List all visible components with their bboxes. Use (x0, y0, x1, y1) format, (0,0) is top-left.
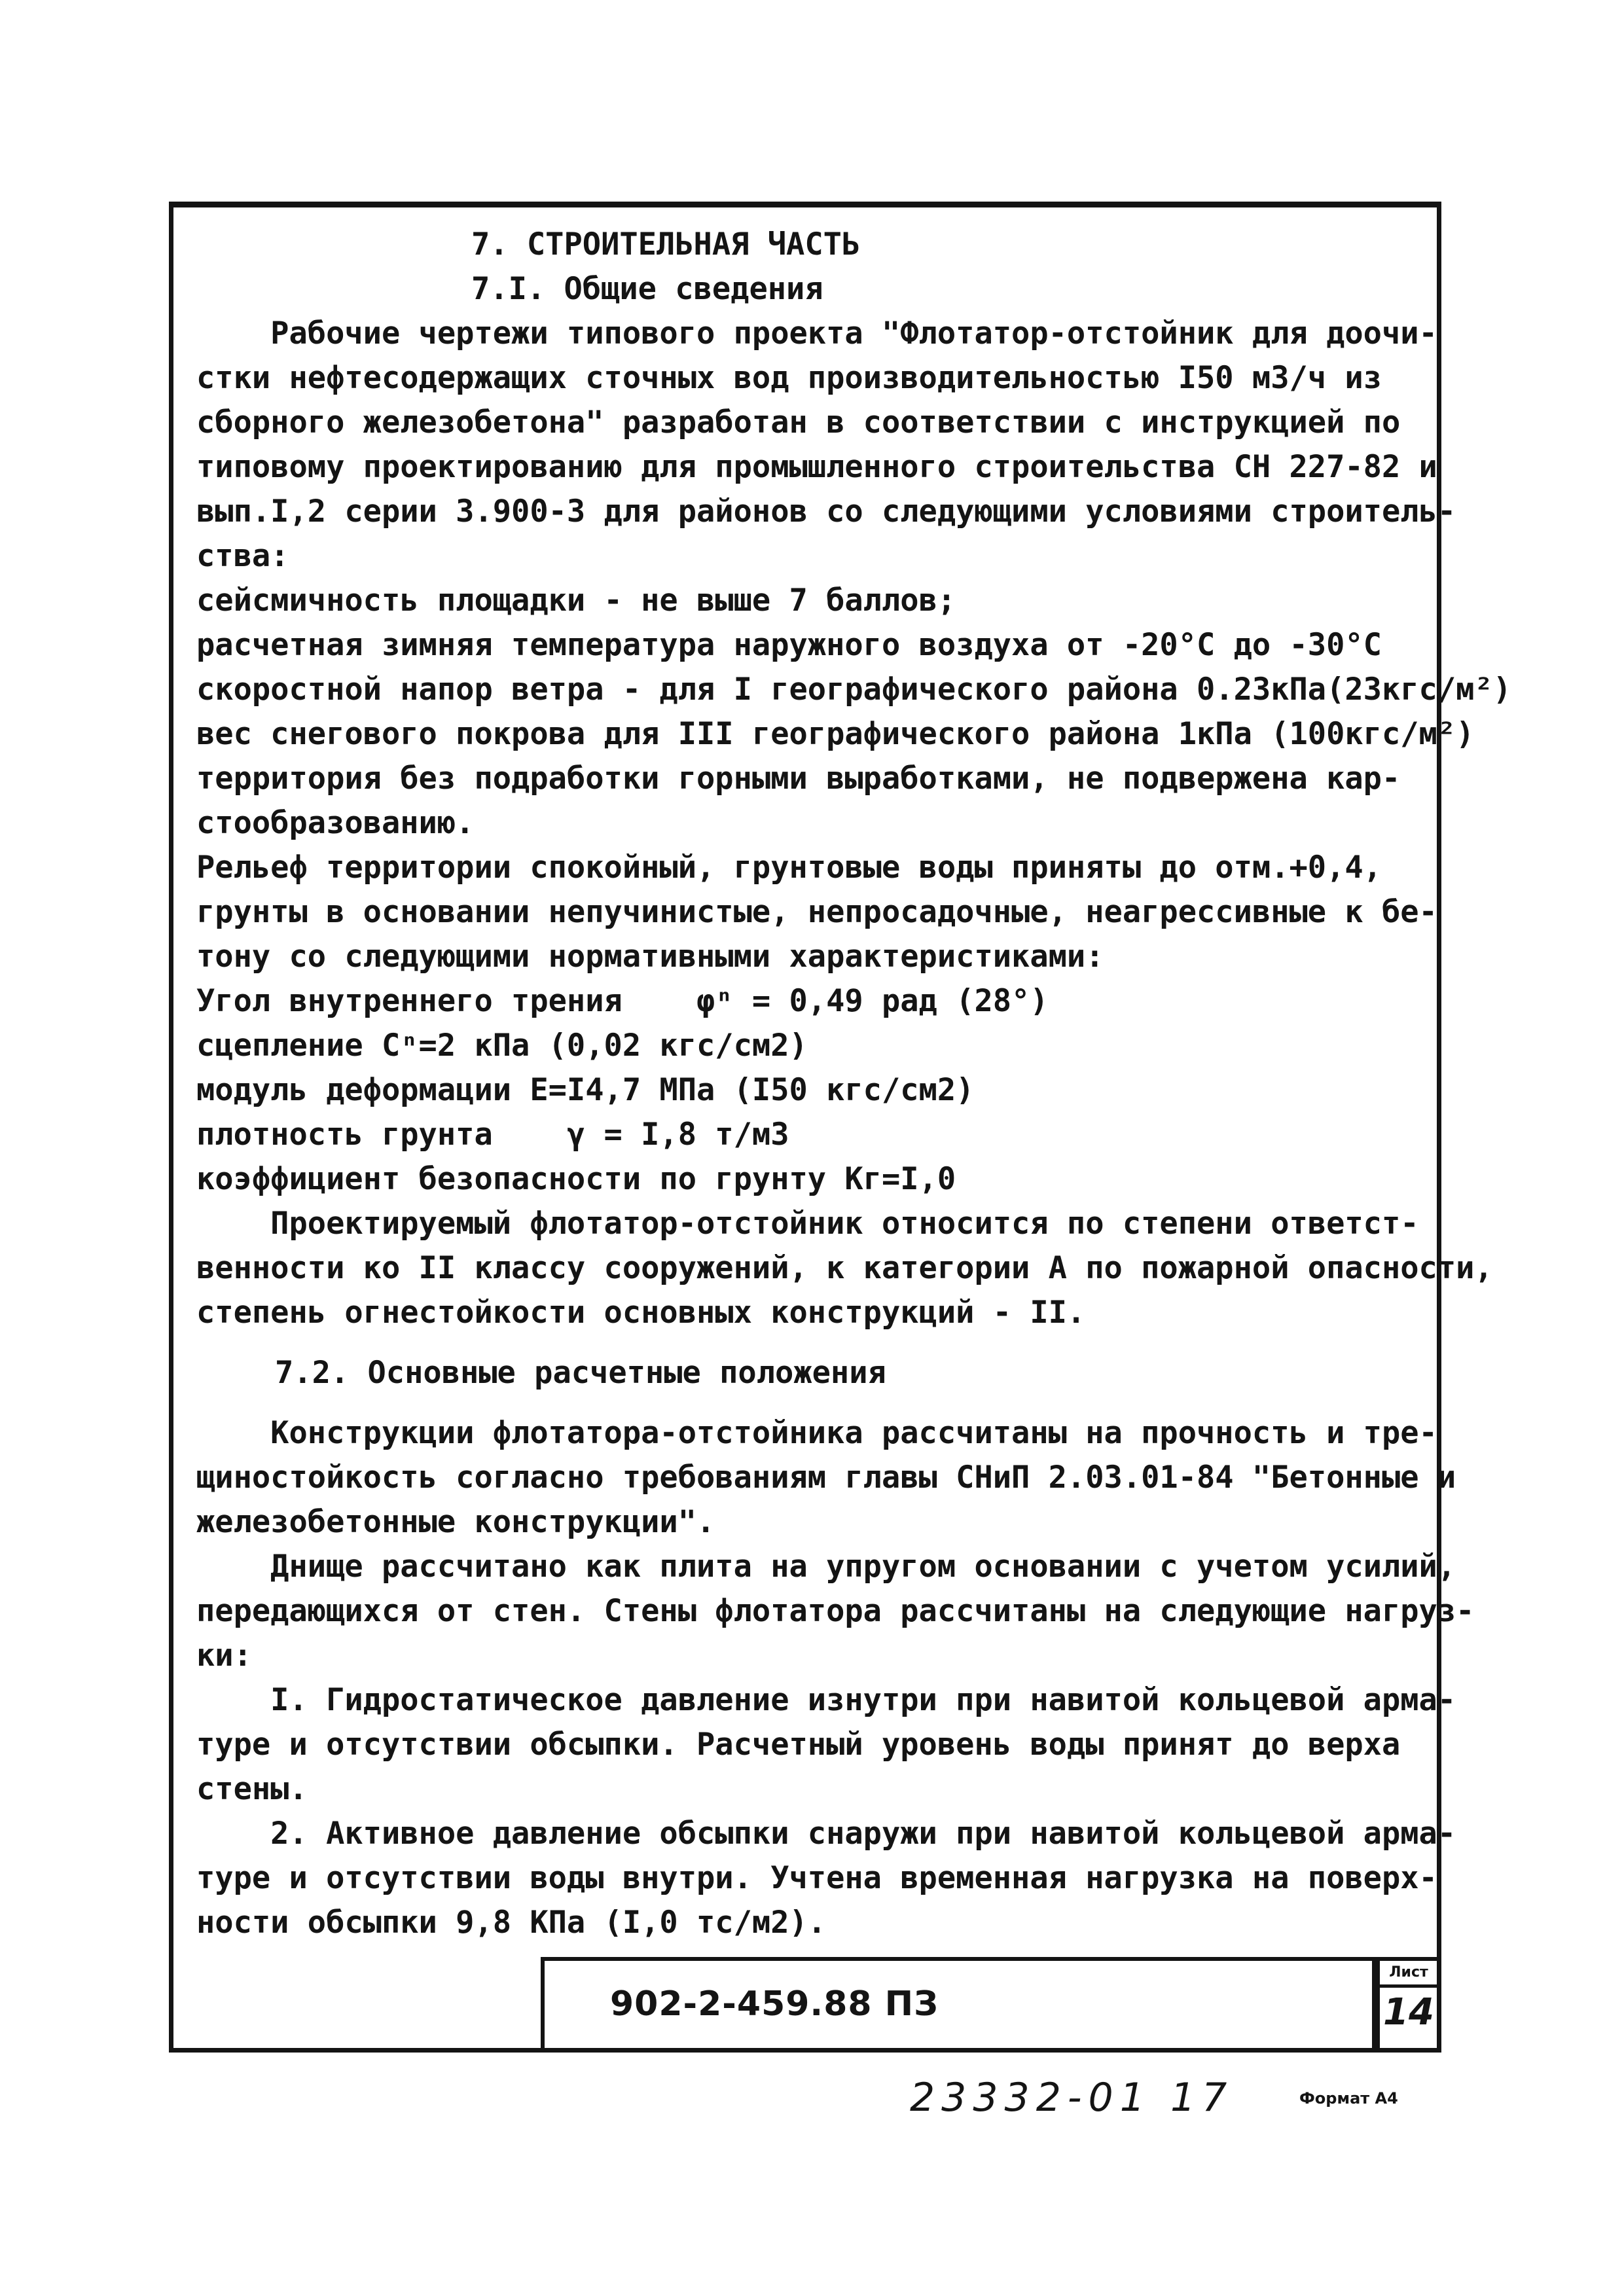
text-line: передающихся от стен. Стены флотатора рассчитаны на следующие нагруз- (196, 1593, 1475, 1629)
text-line: Угол внутреннего трения φⁿ = 0,49 рад (28°) (196, 983, 1049, 1019)
text-line: стены. (196, 1771, 308, 1807)
subsection-2-title: 7.2. Основные расчетные положения (275, 1355, 886, 1391)
title-block-stamp (541, 1957, 1376, 2053)
text-line: сцепление Cⁿ=2 кПа (0,02 кгс/см2) (196, 1028, 808, 1064)
text-line: вес снегового покрова для III географического района 1кПа (100кгс/м²) (196, 716, 1475, 752)
text-line: плотность грунта γ = I,8 т/м3 (196, 1117, 789, 1153)
text-line: 2. Активное давление обсыпки снаружи при навитой кольцевой арма- (196, 1816, 1456, 1852)
text-line: железобетонные конструкции". (196, 1504, 715, 1540)
text-line: коэффициент безопасности по грунту Кг=I,0 (196, 1161, 956, 1197)
text-line: венности ко II классу сооружений, к категории А по пожарной опасности, (196, 1250, 1493, 1286)
text-line: стки нефтесодержащих сточных вод производительностью I50 м3/ч из (196, 360, 1382, 396)
text-line: расчетная зимняя температура наружного воздуха от -20°С до -30°С (196, 627, 1382, 663)
text-line: степень огнестойкости основных конструкций - II. (196, 1295, 1086, 1331)
text-line: Проектируемый флотатор-отстойник относится по степени ответст- (196, 1206, 1419, 1242)
text-line: ства: (196, 538, 289, 574)
document-code: 902-2-459.88 ПЗ (610, 1984, 939, 2024)
text-line: ки: (196, 1638, 252, 1674)
section-title: 7. СТРОИТЕЛЬНАЯ ЧАСТЬ (471, 226, 861, 262)
sheet-box (1376, 1957, 1441, 2053)
text-line: Рельеф территории спокойный, грунтовые воды приняты до отм.+0,4, (196, 850, 1382, 886)
text-line: Днище рассчитано как плита на упругом основании с учетом усилий, (196, 1549, 1456, 1585)
text-line: Рабочие чертежи типового проекта "Флотатор-отстойник для доочи- (196, 315, 1437, 351)
text-line: сборного железобетона" разработан в соответствии с инструкцией по (196, 404, 1401, 440)
format-label: Формат А4 (1299, 2089, 1398, 2108)
text-line: туре и отсутствии воды внутри. Учтена временная нагрузка на поверх- (196, 1860, 1437, 1896)
text-line: модуль деформации Е=I4,7 МПа (I50 кгс/см2) (196, 1072, 975, 1108)
text-line: грунты в основании непучинистые, непросадочные, неагрессивные к бе- (196, 894, 1437, 930)
document-body (196, 223, 1512, 1945)
sheet-label: Лист (1380, 1961, 1437, 1988)
text-line: щиностойкость согласно требованиям главы СНиП 2.03.01-84 "Бетонные и (196, 1460, 1456, 1496)
text-line: скоростной напор ветра - для I географического района 0.23кПа(23кгс/м²) (196, 672, 1512, 708)
sheet-number: 14 (1383, 1991, 1434, 2034)
text-line: тону со следующими нормативными характеристиками: (196, 939, 1104, 975)
subsection-1-title: 7.I. Общие сведения (471, 271, 823, 307)
text-line: сейсмичность площадки - не выше 7 баллов; (196, 583, 956, 619)
text-line: стообразованию. (196, 805, 475, 841)
text-line: вып.I,2 серии 3.900-3 для районов со следующими условиями строитель- (196, 493, 1456, 529)
text-line: туре и отсутствии обсыпки. Расчетный уровень воды принят до верха (196, 1727, 1401, 1763)
text-line: территория без подработки горными выработками, не подвержена кар- (196, 761, 1401, 797)
text-line: ности обсыпки 9,8 КПа (I,0 тс/м2). (196, 1905, 827, 1941)
inventory-number: 23332-01 17 (910, 2075, 1234, 2121)
text-line: Конструкции флотатора-отстойника рассчитаны на прочность и тре- (196, 1415, 1437, 1451)
text-line: I. Гидростатическое давление изнутри при навитой кольцевой арма- (196, 1682, 1456, 1718)
text-line: типовому проектированию для промышленного строительства СН 227-82 и (196, 449, 1437, 485)
